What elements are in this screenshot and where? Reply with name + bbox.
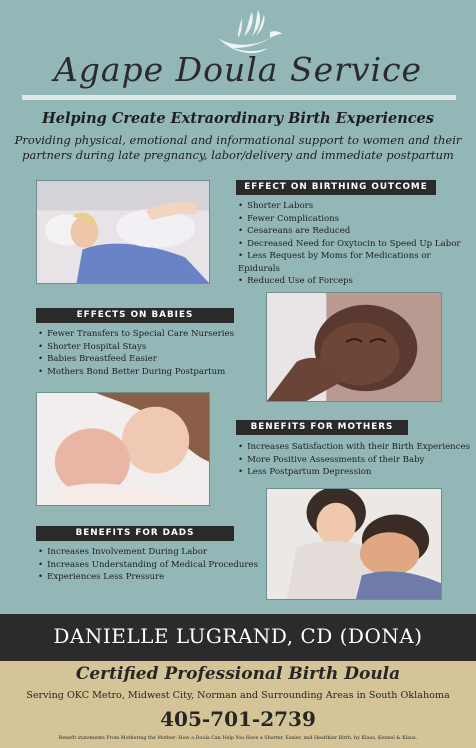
photo-sleeping-baby	[266, 292, 442, 402]
section-title-babies: EFFECTS ON BABIES	[36, 308, 234, 323]
citation: Benefit statements From Mothering the Mother: How a Doula Can Help You Have a Shorter, Easier, and Healthier Birth, by Klaus, Kennel & Klaus.	[58, 736, 418, 741]
list-item: • Fewer Transfers to Special Care Nurseries	[38, 328, 258, 341]
birthing-list	[238, 200, 470, 288]
list-item: • Mothers Bond Better During Postpartum	[38, 366, 258, 379]
list-item: • Fewer Complications	[238, 213, 470, 226]
babies-list	[38, 328, 258, 378]
section-title-mothers: BENEFITS FOR MOTHERS	[236, 420, 408, 435]
section-title-dads: BENEFITS FOR DADS	[36, 526, 234, 541]
photo-mother-newborn	[36, 392, 210, 506]
list-item: • Less Request by Moms for Medications or Epidurals	[238, 250, 470, 275]
service-area: Serving OKC Metro, Midwest City, Norman and Surrounding Areas in South Oklahoma	[26, 690, 450, 701]
phone-number[interactable]: 405-701-2739	[160, 707, 316, 731]
list-item: • More Positive Assessments of their Baby	[238, 454, 472, 467]
subtitle: Providing physical, emotional and informational support to women and their partners during late pregnancy, labor/delivery and immediate postpartum	[14, 133, 462, 162]
list-item: • Shorter Labors	[238, 200, 470, 213]
tagline: Helping Create Extraordinary Birth Experiences	[42, 110, 434, 127]
certification-title: Certified Professional Birth Doula	[75, 664, 401, 684]
header-divider	[22, 95, 456, 100]
doula-name: DANIELLE LUGRAND, CD (DONA)	[53, 624, 423, 648]
photo-mother-labor	[36, 180, 210, 284]
list-item: • Decreased Need for Oxytocin to Speed Up Labor	[238, 238, 470, 251]
list-item: • Increases Satisfaction with their Birth Experiences	[238, 441, 472, 454]
mothers-list	[238, 441, 472, 479]
list-item: • Cesareans are Reduced	[238, 225, 470, 238]
list-item: • Increases Understanding of Medical Procedures	[38, 559, 264, 572]
section-title-birthing: EFFECT ON BIRTHING OUTCOME	[236, 180, 436, 195]
list-item: • Shorter Hospital Stays	[38, 341, 258, 354]
list-item: • Less Postpartum Depression	[238, 466, 472, 479]
list-item: • Reduced Use of Forceps	[238, 275, 470, 288]
list-item: • Increases Involvement During Labor	[38, 546, 264, 559]
photo-parents	[266, 488, 442, 600]
list-item: • Experiences Less Pressure	[38, 571, 264, 584]
list-item: • Babies Breastfeed Easier	[38, 353, 258, 366]
dads-list	[38, 546, 264, 584]
brand-name: Agape Doula Service	[53, 50, 423, 89]
